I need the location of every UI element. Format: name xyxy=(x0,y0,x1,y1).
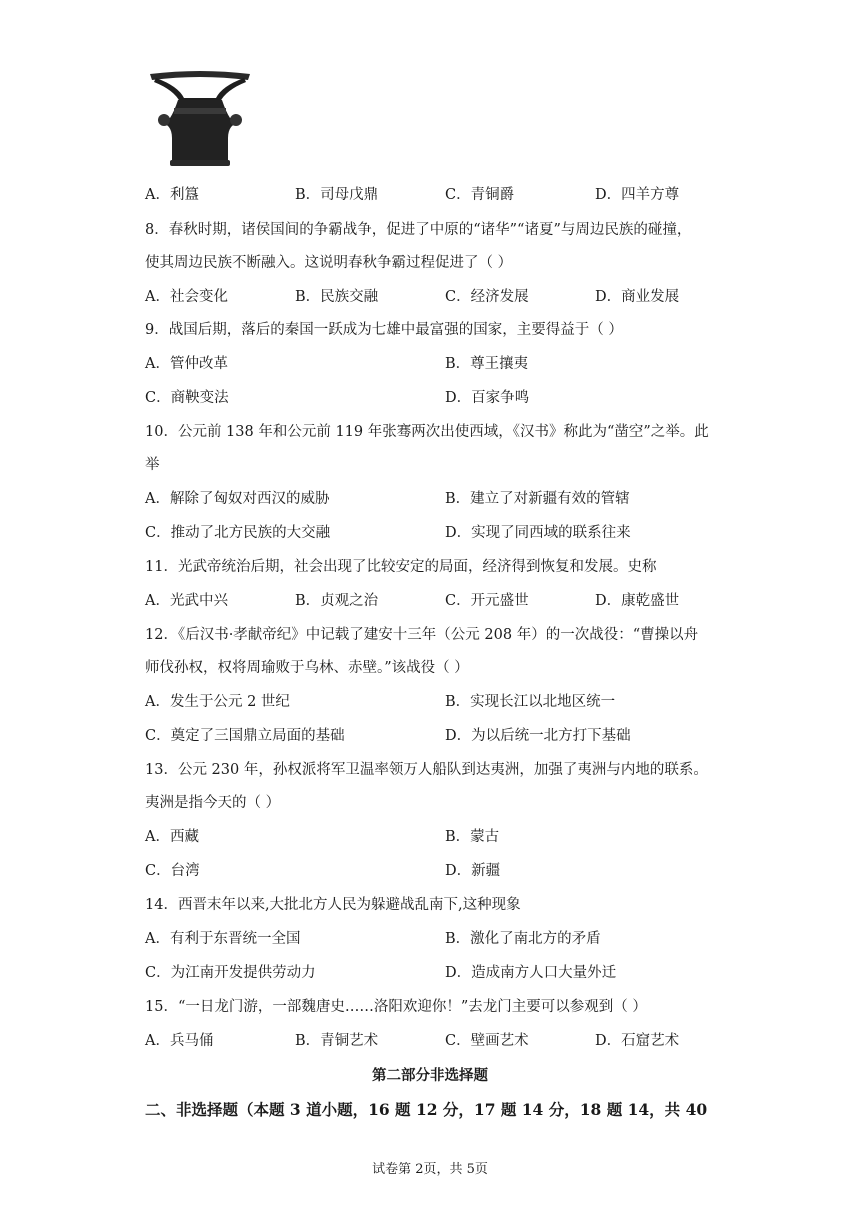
q10-option-d[interactable]: D．实现了同西域的联系往来 xyxy=(445,525,631,541)
q12-stem: 12．《后汉书·孝献帝纪》中记载了建安十三年（公元 208 年）的一次战役：“曹操以舟 xyxy=(145,627,699,643)
q15-option-d[interactable]: D．石窟艺术 xyxy=(595,1033,680,1049)
q11-option-a[interactable]: A．光武中兴 xyxy=(145,593,228,609)
part2-title: 第二部分非选择题 xyxy=(372,1067,488,1084)
q8-option-c[interactable]: C．经济发展 xyxy=(445,289,529,305)
q11-option-c[interactable]: C．开元盛世 xyxy=(445,593,529,609)
q13-option-b[interactable]: B．蒙古 xyxy=(445,829,500,845)
page-footer: 试卷第 2页，共 5页 xyxy=(372,1162,488,1177)
q13-stem-cont: 夷洲是指今天的（ ） xyxy=(145,795,281,811)
q14-option-c[interactable]: C．为江南开发提供劳动力 xyxy=(145,965,316,981)
q12-option-d[interactable]: D．为以后统一北方打下基础 xyxy=(445,728,631,744)
q14-option-a[interactable]: A．有利于东晋统一全国 xyxy=(145,931,301,947)
q11-option-d[interactable]: D．康乾盛世 xyxy=(595,593,680,609)
q14-stem: 14．西晋末年以来,大批北方人民为躲避战乱南下,这种现象 xyxy=(145,897,521,913)
q15-option-a[interactable]: A．兵马俑 xyxy=(145,1033,214,1049)
bronze-vessel-image xyxy=(148,68,252,172)
q7-option-a[interactable]: A．利簋 xyxy=(145,187,199,203)
q15-option-c[interactable]: C．壁画艺术 xyxy=(445,1033,529,1049)
q7-option-d[interactable]: D．四羊方尊 xyxy=(595,187,680,203)
q12-option-c[interactable]: C．奠定了三国鼎立局面的基础 xyxy=(145,728,345,744)
q10-option-b[interactable]: B．建立了对新疆有效的管辖 xyxy=(445,491,630,507)
q8-option-a[interactable]: A．社会变化 xyxy=(145,289,228,305)
q9-option-c[interactable]: C．商鞅变法 xyxy=(145,390,229,406)
q9-stem: 9．战国后期，落后的秦国一跃成为七雄中最富强的国家，主要得益于（ ） xyxy=(145,322,623,338)
q13-option-d[interactable]: D．新疆 xyxy=(445,863,501,879)
q10-option-a[interactable]: A．解除了匈奴对西汉的威胁 xyxy=(145,491,330,507)
q12-option-b[interactable]: B．实现长江以北地区统一 xyxy=(445,694,616,710)
q11-option-b[interactable]: B．贞观之治 xyxy=(295,593,379,609)
q14-option-b[interactable]: B．激化了南北方的矛盾 xyxy=(445,931,601,947)
q8-option-b[interactable]: B．民族交融 xyxy=(295,289,379,305)
q10-option-c[interactable]: C．推动了北方民族的大交融 xyxy=(145,525,331,541)
q9-option-b[interactable]: B．尊王攘夷 xyxy=(445,356,529,372)
q12-stem-cont: 师伐孙权，权将周瑜败于乌林、赤壁。”该战役（ ） xyxy=(145,660,469,676)
q9-option-d[interactable]: D．百家争鸣 xyxy=(445,390,530,406)
q8-option-d[interactable]: D．商业发展 xyxy=(595,289,680,305)
q15-option-b[interactable]: B．青铜艺术 xyxy=(295,1033,379,1049)
q13-option-a[interactable]: A．西藏 xyxy=(145,829,199,845)
q8-stem: 8．春秋时期，诸侯国间的争霸战争，促进了中原的“诸华”“诸夏”与周边民族的碰撞， xyxy=(145,222,692,238)
q9-option-a[interactable]: A．管仲改革 xyxy=(145,356,228,372)
q10-stem-cont: 举 xyxy=(145,457,160,473)
q8-stem-cont: 使其周边民族不断融入。这说明春秋争霸过程促进了（ ） xyxy=(145,255,513,271)
q15-stem: 15．“一日龙门游，一部魏唐史……洛阳欢迎你！”去龙门主要可以参观到（ ） xyxy=(145,999,647,1015)
q11-stem: 11．光武帝统治后期，社会出现了比较安定的局面，经济得到恢复和发展。史称 xyxy=(145,559,657,575)
q13-stem: 13．公元 230 年，孙权派将军卫温率领万人船队到达夷洲，加强了夷洲与内地的联系。 xyxy=(145,762,708,778)
q7-option-c[interactable]: C．青铜爵 xyxy=(445,187,515,203)
q14-option-d[interactable]: D．造成南方人口大量外迁 xyxy=(445,965,617,981)
q10-stem: 10．公元前 138 年和公元前 119 年张骞两次出使西域，《汉书》称此为“凿空”之举。此 xyxy=(145,424,709,440)
q7-option-b[interactable]: B．司母戊鼎 xyxy=(295,187,379,203)
part2-heading: 二、非选择题（本题 3 道小题，16 题 12 分，17 题 14 分，18 题 14，共 40 xyxy=(145,1100,708,1119)
q13-option-c[interactable]: C．台湾 xyxy=(145,863,200,879)
q12-option-a[interactable]: A．发生于公元 2 世纪 xyxy=(145,694,290,710)
